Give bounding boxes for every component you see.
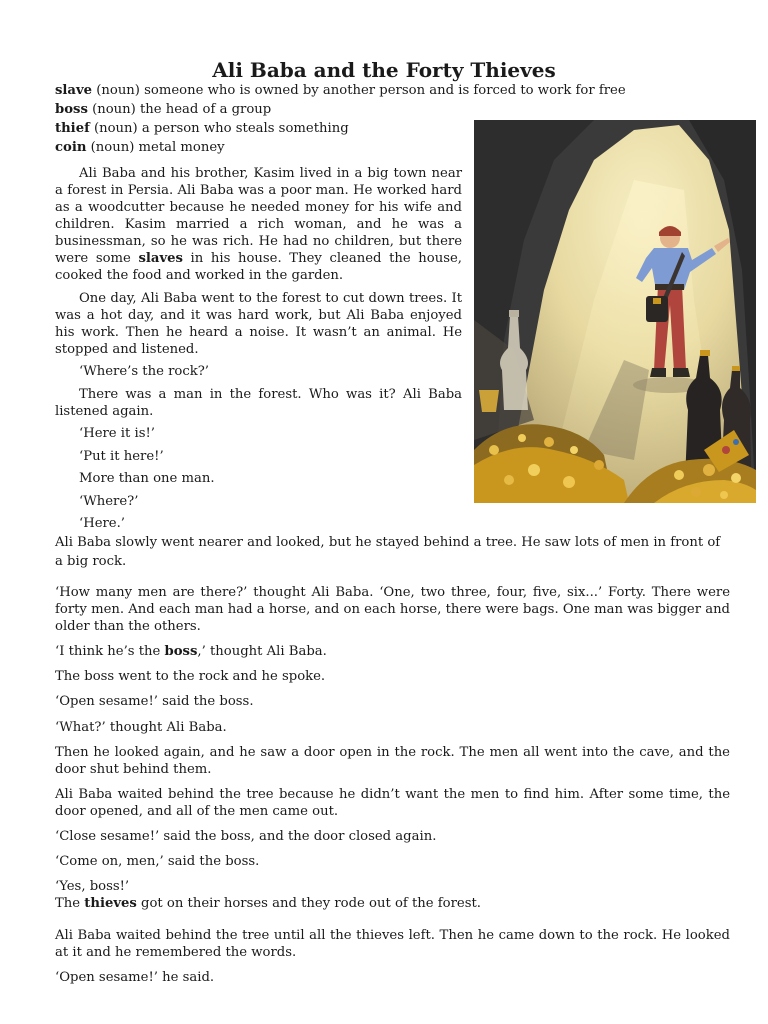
text: ,’ thought Ali Baba.	[197, 644, 327, 659]
paragraph: The boss went to the rock and he spoke.	[55, 669, 326, 684]
vocab-word: boss	[164, 644, 198, 659]
paragraph: One day, Ali Baba went to the forest to cut down trees. It was a hot day, and it was hard work, but Ali Baba enjoyed his work. Then he heard a noise. It wasn’t an animal. He stopped and listened.	[55, 290, 462, 357]
dialogue-line: ‘Open sesame!’ said the boss.	[55, 694, 254, 709]
dialogue-line: ‘Close sesame!’ said the boss, and the door closed again.	[55, 829, 437, 844]
dialogue-line: ‘Open sesame!’ he said.	[55, 970, 215, 985]
text: got on their horses and they rode out of the forest.	[136, 896, 481, 911]
glossary-word: boss	[55, 102, 88, 117]
dialogue-line: ‘Come on, men,’ said the boss.	[55, 854, 260, 869]
glossary-definition: (noun) metal money	[86, 140, 225, 155]
paragraph: Ali Baba waited behind the tree because he didn’t want the men to find him. After some time, the door opened, and all of the men came out.	[55, 787, 730, 819]
dialogue-line: ‘What?’ thought Ali Baba.	[55, 720, 227, 735]
dialogue-line: More than one man.	[79, 471, 215, 486]
paragraph: Ali Baba waited behind the tree until all the thieves left. Then he came down to the rock. He looked at it and he remembered the words.	[55, 928, 730, 960]
intro-column	[55, 165, 462, 538]
dialogue-line: ‘Here it is!’	[79, 426, 155, 441]
paragraph: ‘How many men are there?’ thought Ali Baba. ‘One, two three, four, five, six...’ Forty. There were forty men. And each man had a horse, and on each horse, there were bags. One man was bigger and older than the others.	[55, 585, 730, 634]
text: Ali Baba and his brother, Kasim lived in a big town near a forest in Persia. Ali Baba was a poor man. He worked hard as a woodcutter because he needed money for his wife and children. Kasim married a rich woman, and he was a businessman, so he was rich. He had no children, but there were some	[55, 166, 462, 266]
paragraph: There was a man in the forest. Who was it? Ali Baba listened again.	[55, 386, 462, 419]
cave-illustration	[474, 120, 756, 503]
paragraph: Then he looked again, and he saw a door open in the rock. The men all went into the cave, and the door shut behind them.	[55, 745, 730, 777]
dialogue-line: ‘Yes, boss!’	[55, 879, 130, 894]
text: The	[55, 896, 85, 911]
text: in his house. They cleaned the house, cooked the food and worked in the garden.	[55, 251, 462, 283]
glossary-item	[55, 139, 225, 157]
paragraph	[55, 643, 730, 660]
cave-illustration-art	[474, 120, 756, 503]
paragraph	[55, 165, 462, 284]
glossary-word: slave	[55, 83, 93, 98]
glossary-item	[55, 101, 271, 119]
glossary-item	[55, 82, 626, 100]
glossary-definition: (noun) someone who is owned by another person and is forced to work for free	[92, 83, 626, 98]
dialogue-line: ‘Where?’	[79, 493, 139, 509]
text: ‘I think he’s the	[55, 644, 165, 659]
dialogue-line: ‘Put it here!’	[79, 448, 164, 464]
page-title: Ali Baba and the Forty Thieves	[212, 58, 556, 82]
vocab-word: slaves	[138, 251, 183, 266]
glossary-word: thief	[55, 121, 90, 136]
glossary-word: coin	[55, 140, 87, 155]
glossary-definition: (noun) the head of a group	[87, 102, 272, 117]
paragraph	[55, 895, 730, 912]
vocab-word: thieves	[84, 896, 137, 911]
glossary-item	[55, 120, 349, 138]
dialogue-line: ‘Here.’	[79, 516, 125, 531]
paragraph: Ali Baba slowly went nearer and looked, but he stayed behind a tree. He saw lots of men in front of a big rock.	[55, 535, 721, 569]
dialogue-line: ‘Where’s the rock?’	[79, 364, 209, 379]
glossary-definition: (noun) a person who steals something	[89, 121, 349, 136]
